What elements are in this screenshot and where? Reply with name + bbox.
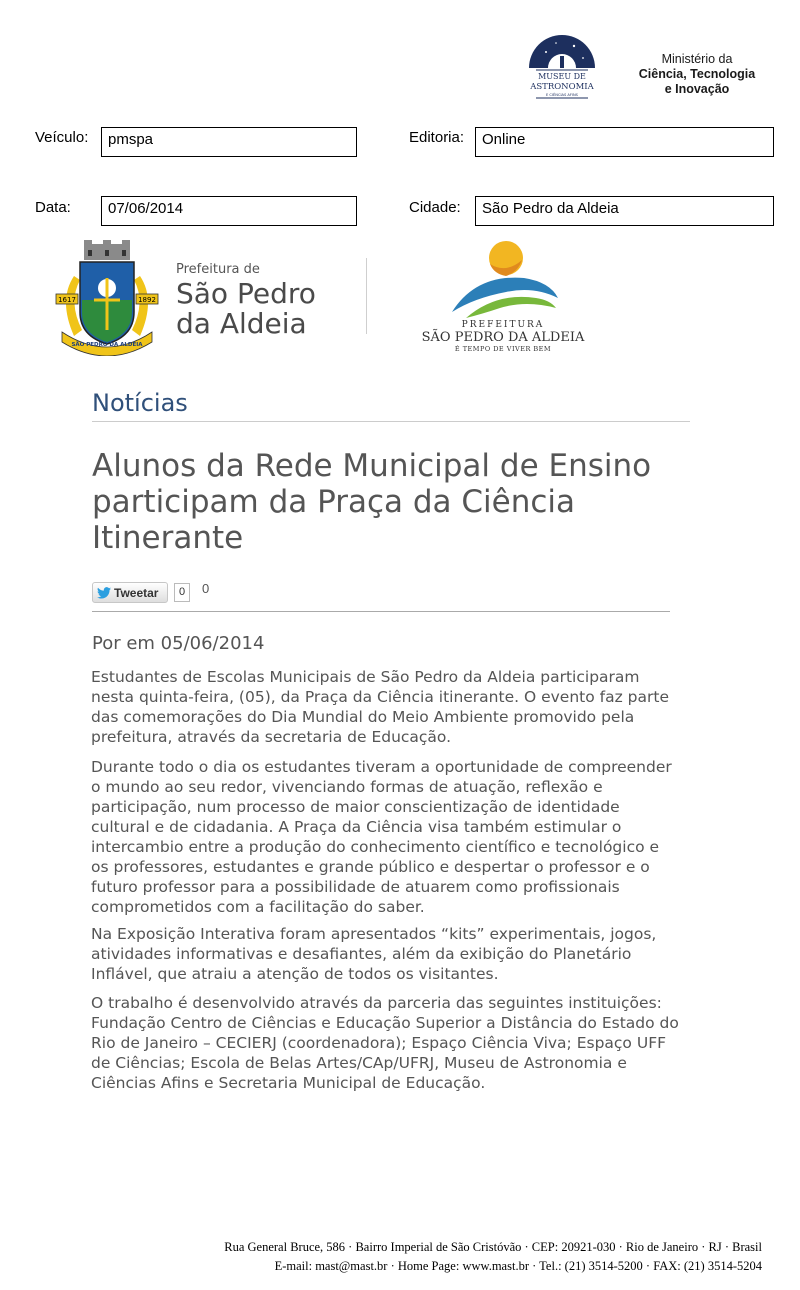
header-divider: [366, 258, 367, 334]
museum-logo-line2: ASTRONOMIA: [530, 82, 594, 92]
prefeitura-small-label: Prefeitura de: [176, 262, 260, 277]
crest-year-left: 1617: [58, 296, 76, 304]
logo2-line1: PREFEITURA: [461, 320, 545, 330]
twitter-bird-icon: [97, 587, 111, 599]
ministry-line2: Ciência, Tecnologia: [638, 67, 756, 81]
tweet-button[interactable]: [92, 582, 168, 603]
ministry-name: [612, 52, 782, 97]
prefeitura-sun-logo-text: [418, 320, 588, 353]
tweet-button-label: Tweetar: [114, 585, 159, 600]
logo2-line2: SÃO PEDRO DA ALDEIA: [421, 330, 585, 345]
section-divider: [92, 421, 690, 422]
prefeitura-wordmark: [176, 262, 316, 339]
section-heading: Notícias: [92, 389, 188, 417]
cidade-label: Cidade:: [409, 199, 461, 216]
crest-year-right: 1892: [138, 296, 156, 304]
veiculo-field: pmspa: [101, 127, 357, 157]
tweet-count-badge: 0: [174, 583, 190, 602]
article-paragraph-3: Na Exposição Interativa foram apresentados “kits” experimentais, jogos, atividades informativas e desafiantes, além da exibição do Planetário Inflável, que atraiu a atenção de todos os visitantes.: [91, 925, 657, 983]
prefeitura-name-line1: São Pedro: [176, 277, 316, 310]
cidade-field: São Pedro da Aldeia: [475, 196, 774, 226]
museum-astronomy-logo: [526, 34, 598, 102]
logo2-line3: É TEMPO DE VIVER BEM: [454, 345, 552, 353]
editoria-label: Editoria:: [409, 129, 465, 146]
observatory-dome-icon: [526, 34, 598, 102]
footer-address: Rua General Bruce, 586 · Bairro Imperial de São Cristóvão · CEP: 20921-030 · Rio de Janeiro · RJ · Brasil: [224, 1240, 762, 1254]
editoria-field: Online: [475, 127, 774, 157]
prefeitura-name-line2: da Aldeia: [176, 307, 307, 340]
article-title: Alunos da Rede Municipal de Ensino participam da Praça da Ciência Itinerante: [92, 448, 652, 556]
data-label: Data:: [35, 199, 71, 216]
ministry-line3: e Inovação: [664, 82, 730, 96]
article-paragraph-2: Durante todo o dia os estudantes tiveram a oportunidade de compreender o mundo ao seu redor, vivenciando formas de atuação, reflexão e participação, num processo de maior conscientização de identidade cultural e de cidadania. A Praça da Ciência visa também estimular o intercambio entre a produção do conhecimento científico e tecnológico e os professores, estudantes e grande público e despertar o professor e o futuro professor para a possibilidade de atuarem como profissionais comprometidos com a facilitação do saber.: [91, 758, 672, 916]
museum-logo-line3: E CIÊNCIAS AFINS: [546, 93, 578, 97]
article-byline: Por em 05/06/2014: [92, 633, 265, 654]
article-paragraph-1: Estudantes de Escolas Municipais de São Pedro da Aldeia participaram nesta quinta-feira, (05), da Praça da Ciência itinerante. O evento faz parte das comemorações do Dia Mundial do Meio Ambiente promovido pela prefeitura, através da secretaria de Educação.: [91, 668, 669, 746]
prefeitura-sun-logo: [446, 238, 566, 322]
coat-of-arms-icon: [54, 240, 160, 356]
veiculo-label: Veículo:: [35, 129, 89, 146]
byline-divider: [92, 611, 670, 612]
municipal-crest: [54, 240, 160, 356]
ministry-line1: Ministério da: [661, 52, 733, 66]
crest-banner: SÃO PEDRO DA ALDEIA: [71, 342, 143, 348]
share-count: 0: [202, 581, 210, 596]
sun-hills-icon: [446, 238, 566, 322]
data-field: 07/06/2014: [101, 196, 357, 226]
museum-logo-line1: MUSEU DE: [538, 72, 586, 81]
article-paragraph-4: O trabalho é desenvolvido através da parceria das seguintes instituições: Fundação Centro de Ciências e Educação Superior a Distância do Estado do Rio de Janeiro – CECIERJ (coordenadora); Espaço Ciência Viva; Espaço UFF de Ciências; Escola de Belas Artes/CAp/UFRJ, Museu de Astronomia e Ciências Afins e Secretaria Municipal de Educação.: [91, 994, 679, 1092]
footer-contact: E-mail: mast@mast.br · Home Page: www.mast.br · Tel.: (21) 3514-5200 · FAX: (21) 3514-5204: [274, 1259, 762, 1273]
